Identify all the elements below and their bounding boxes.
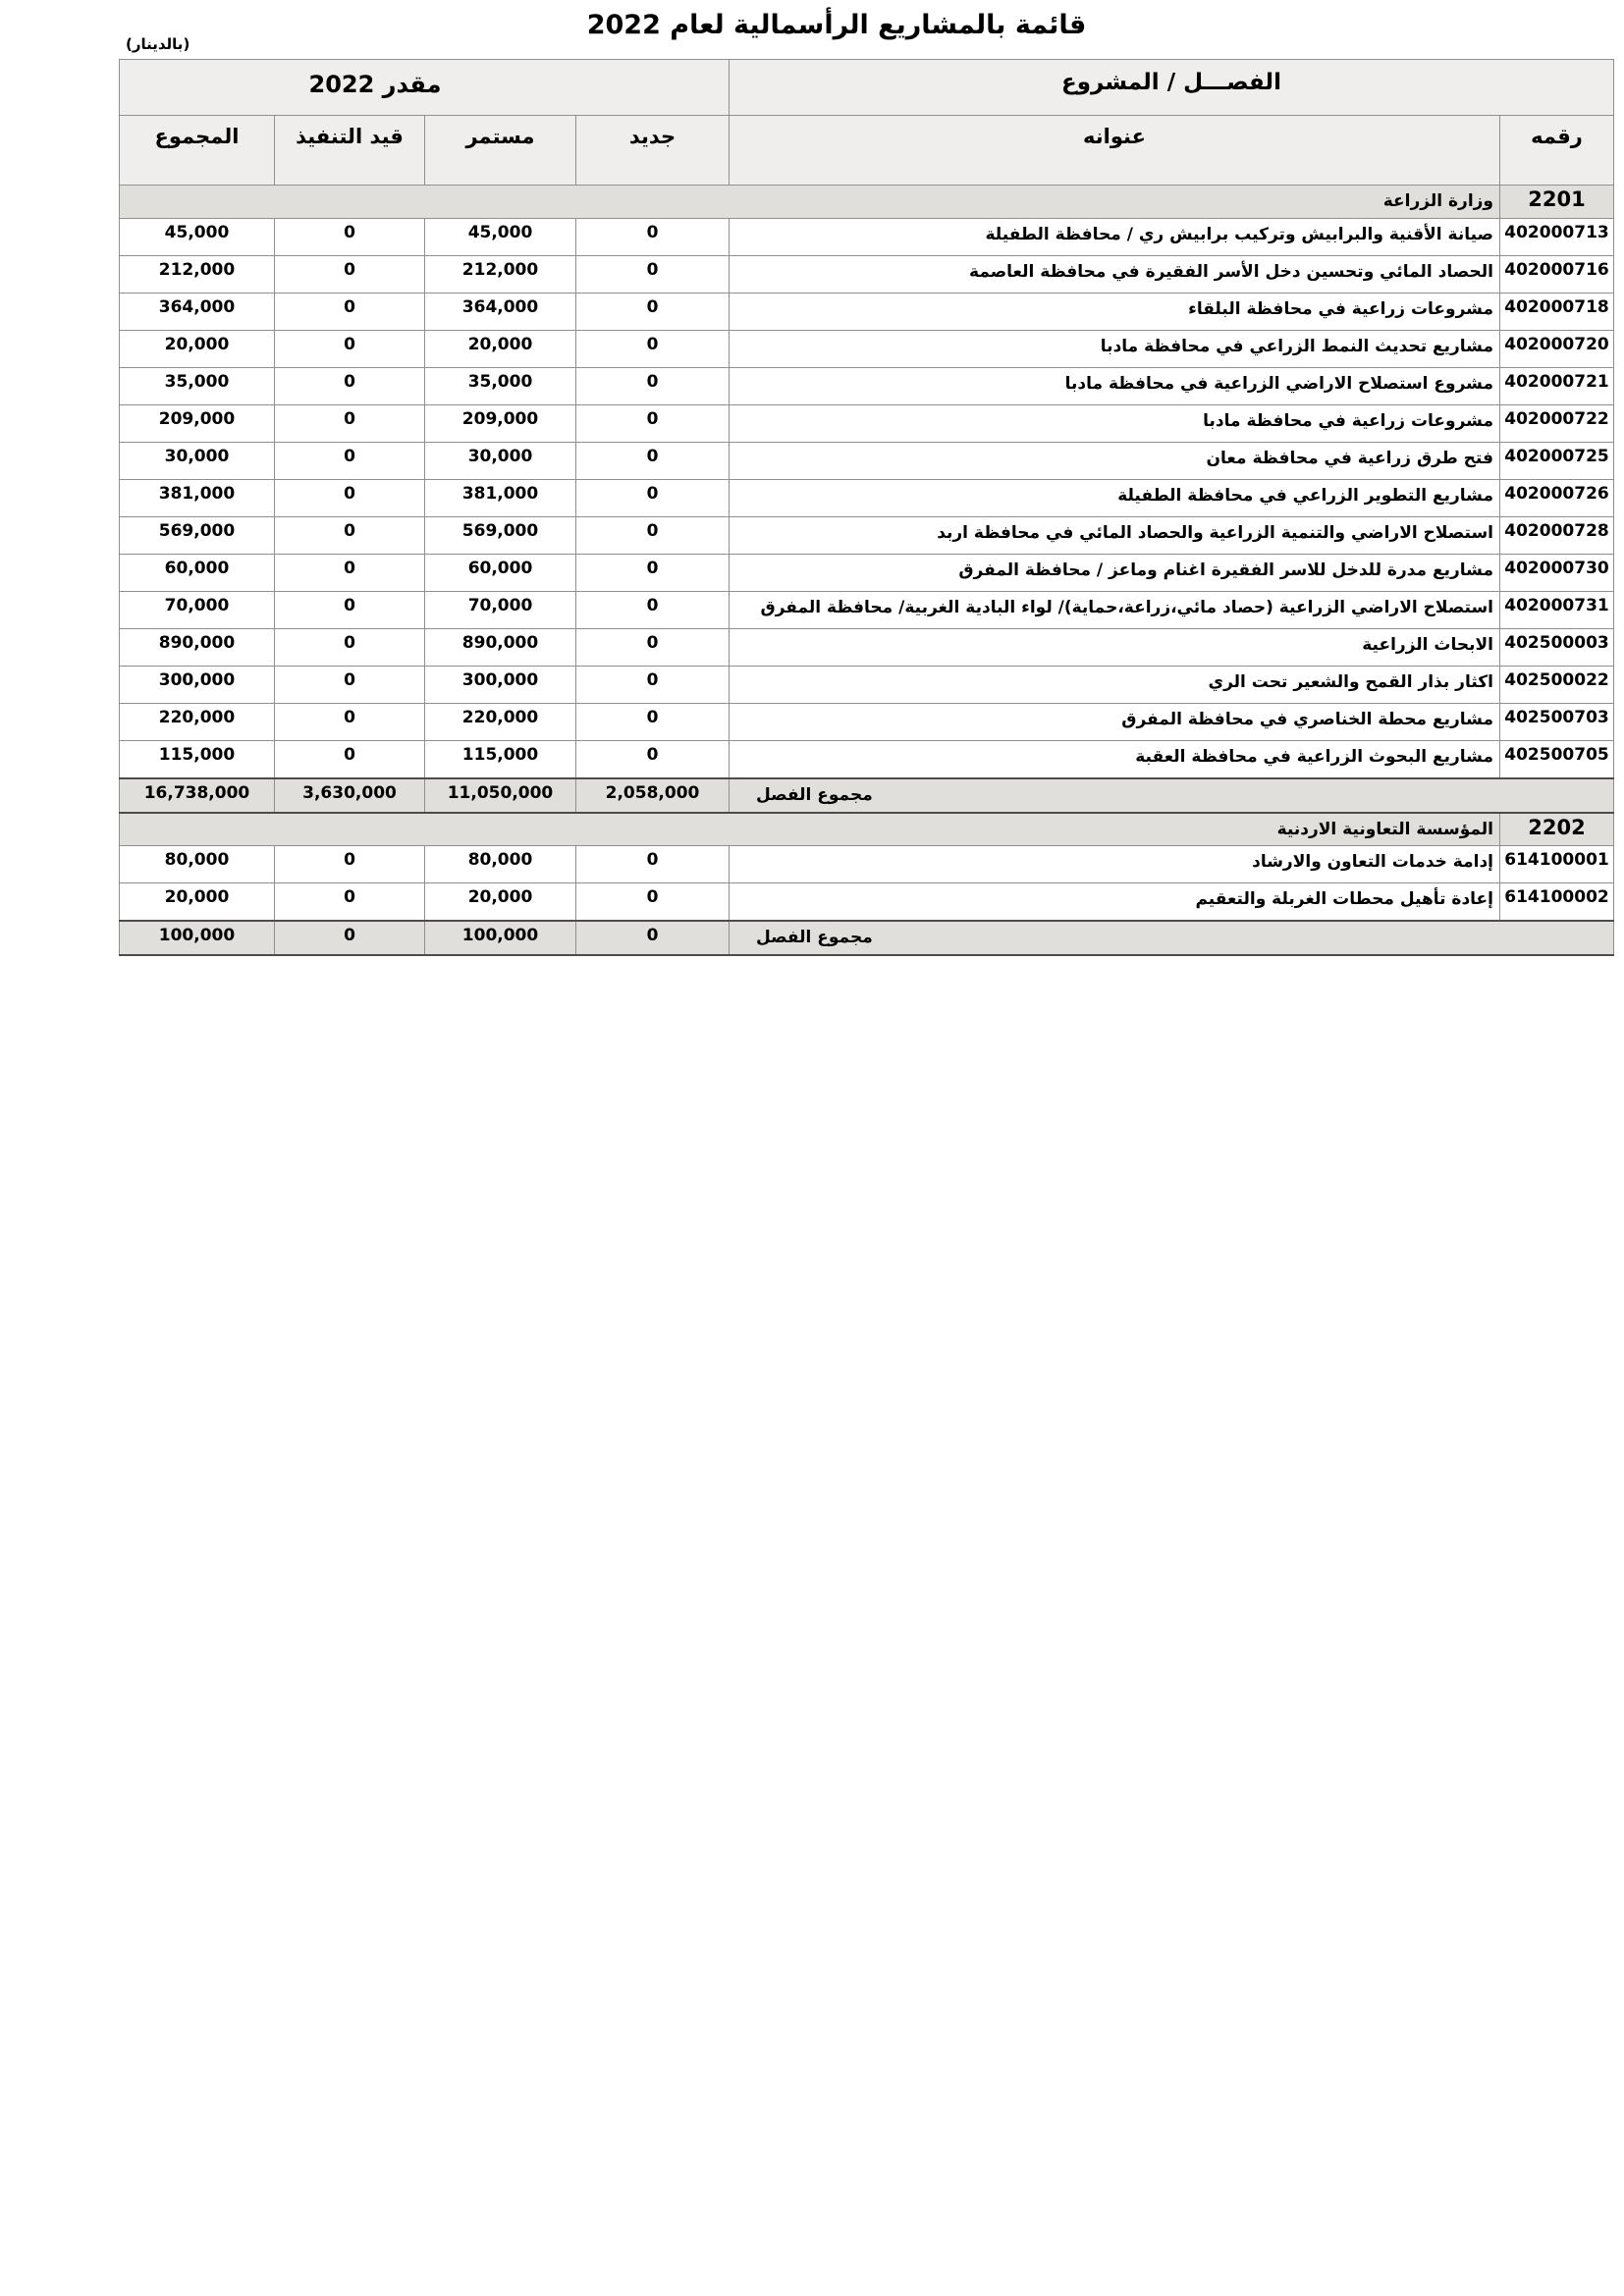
amount-total-cell: 45,000 bbox=[119, 219, 274, 256]
project-row bbox=[119, 846, 1613, 883]
amount-new-cell: 0 bbox=[576, 443, 730, 480]
project-row bbox=[119, 256, 1613, 294]
amount-continuing-cell: 30,000 bbox=[425, 443, 576, 480]
amount-total-cell: 30,000 bbox=[119, 443, 274, 480]
amount-inprogress-cell: 0 bbox=[275, 846, 425, 883]
project-row bbox=[119, 555, 1613, 592]
project-number-cell: 614100001 bbox=[1500, 846, 1614, 883]
total-inprogress-cell: 0 bbox=[275, 921, 425, 955]
amount-new-cell: 0 bbox=[576, 629, 730, 667]
amount-total-cell: 569,000 bbox=[119, 517, 274, 555]
total-new-cell: 0 bbox=[576, 921, 730, 955]
amount-new-cell: 0 bbox=[576, 704, 730, 741]
amount-new-cell: 0 bbox=[576, 294, 730, 331]
amount-continuing-cell: 364,000 bbox=[425, 294, 576, 331]
project-title-cell: استصلاح الاراضي والتنمية الزراعية والحصاد المائي في محافظة اربد bbox=[730, 517, 1500, 555]
project-number-cell: 402000721 bbox=[1500, 368, 1614, 405]
amount-inprogress-cell: 0 bbox=[275, 480, 425, 517]
amount-continuing-cell: 300,000 bbox=[425, 667, 576, 704]
project-number-cell: 402000716 bbox=[1500, 256, 1614, 294]
amount-new-cell: 0 bbox=[576, 368, 730, 405]
amount-new-cell: 0 bbox=[576, 480, 730, 517]
amount-inprogress-cell: 0 bbox=[275, 592, 425, 629]
project-number-cell: 614100002 bbox=[1500, 883, 1614, 921]
project-number-cell: 402500705 bbox=[1500, 741, 1614, 778]
amount-total-cell: 20,000 bbox=[119, 883, 274, 921]
project-row bbox=[119, 704, 1613, 741]
section-total-label: مجموع الفصل bbox=[730, 778, 1614, 813]
column-header-continuing: مستمر bbox=[425, 116, 576, 186]
amount-continuing-cell: 381,000 bbox=[425, 480, 576, 517]
project-title-cell: مشاريع التطوير الزراعي في محافظة الطفيلة bbox=[730, 480, 1500, 517]
column-header-number: رقمه bbox=[1500, 116, 1614, 186]
amount-new-cell: 0 bbox=[576, 256, 730, 294]
project-title-cell: الابحاث الزراعية bbox=[730, 629, 1500, 667]
project-number-cell: 402000726 bbox=[1500, 480, 1614, 517]
amount-total-cell: 35,000 bbox=[119, 368, 274, 405]
amount-continuing-cell: 115,000 bbox=[425, 741, 576, 778]
amount-inprogress-cell: 0 bbox=[275, 629, 425, 667]
amount-inprogress-cell: 0 bbox=[275, 883, 425, 921]
chapter-project-header: الفصـــل / المشروع bbox=[730, 60, 1614, 116]
amount-total-cell: 890,000 bbox=[119, 629, 274, 667]
section-code-cell: 2202 bbox=[1500, 813, 1614, 846]
project-row bbox=[119, 741, 1613, 778]
amount-total-cell: 60,000 bbox=[119, 555, 274, 592]
project-number-cell: 402500022 bbox=[1500, 667, 1614, 704]
table-body bbox=[119, 186, 1613, 955]
amount-total-cell: 212,000 bbox=[119, 256, 274, 294]
amount-inprogress-cell: 0 bbox=[275, 555, 425, 592]
total-total-cell: 100,000 bbox=[119, 921, 274, 955]
project-row bbox=[119, 443, 1613, 480]
amount-total-cell: 300,000 bbox=[119, 667, 274, 704]
amount-new-cell: 0 bbox=[576, 405, 730, 443]
amount-total-cell: 364,000 bbox=[119, 294, 274, 331]
amount-continuing-cell: 45,000 bbox=[425, 219, 576, 256]
amount-new-cell: 0 bbox=[576, 846, 730, 883]
amount-new-cell: 0 bbox=[576, 883, 730, 921]
project-number-cell: 402000713 bbox=[1500, 219, 1614, 256]
project-title-cell: صيانة الأقنية والبرابيش وتركيب برابيش ري / محافظة الطفيلة bbox=[730, 219, 1500, 256]
amount-new-cell: 0 bbox=[576, 555, 730, 592]
amount-continuing-cell: 70,000 bbox=[425, 592, 576, 629]
project-row bbox=[119, 331, 1613, 368]
project-number-cell: 402000728 bbox=[1500, 517, 1614, 555]
amount-continuing-cell: 60,000 bbox=[425, 555, 576, 592]
project-title-cell: مشاريع مدرة للدخل للاسر الفقيرة اغنام وماعز / محافظة المفرق bbox=[730, 555, 1500, 592]
amount-total-cell: 220,000 bbox=[119, 704, 274, 741]
section-row bbox=[119, 186, 1613, 219]
section-total-row bbox=[119, 778, 1613, 813]
project-title-cell: مشاريع محطة الخناصري في محافظة المفرق bbox=[730, 704, 1500, 741]
project-title-cell: مشاريع البحوث الزراعية في محافظة العقبة bbox=[730, 741, 1500, 778]
amount-new-cell: 0 bbox=[576, 331, 730, 368]
amount-inprogress-cell: 0 bbox=[275, 517, 425, 555]
project-title-cell: فتح طرق زراعية في محافظة معان bbox=[730, 443, 1500, 480]
project-number-cell: 402000730 bbox=[1500, 555, 1614, 592]
amount-continuing-cell: 209,000 bbox=[425, 405, 576, 443]
page-title: قائمة بالمشاريع الرأسمالية لعام 2022 bbox=[586, 10, 1087, 40]
column-header-total: المجموع bbox=[119, 116, 274, 186]
amount-continuing-cell: 20,000 bbox=[425, 331, 576, 368]
amount-new-cell: 0 bbox=[576, 741, 730, 778]
amount-inprogress-cell: 0 bbox=[275, 443, 425, 480]
project-title-cell: اكثار بذار القمح والشعير تحت الري bbox=[730, 667, 1500, 704]
amount-total-cell: 381,000 bbox=[119, 480, 274, 517]
header-row-groups bbox=[119, 60, 1613, 116]
total-continuing-cell: 11,050,000 bbox=[425, 778, 576, 813]
project-title-cell: مشروع استصلاح الاراضي الزراعية في محافظة مادبا bbox=[730, 368, 1500, 405]
project-title-cell: مشروعات زراعية في محافظة مادبا bbox=[730, 405, 1500, 443]
amount-new-cell: 0 bbox=[576, 517, 730, 555]
total-inprogress-cell: 3,630,000 bbox=[275, 778, 425, 813]
section-total-row bbox=[119, 921, 1613, 955]
project-title-cell: استصلاح الاراضي الزراعية (حصاد مائي،زراعة،حماية)/ لواء البادية الغربية/ محافظة المفرق bbox=[730, 592, 1500, 629]
amount-total-cell: 20,000 bbox=[119, 331, 274, 368]
amount-inprogress-cell: 0 bbox=[275, 294, 425, 331]
project-row bbox=[119, 368, 1613, 405]
project-row bbox=[119, 294, 1613, 331]
amount-new-cell: 0 bbox=[576, 592, 730, 629]
amount-total-cell: 209,000 bbox=[119, 405, 274, 443]
amount-continuing-cell: 890,000 bbox=[425, 629, 576, 667]
project-row bbox=[119, 219, 1613, 256]
currency-note: (بالدينار) bbox=[126, 35, 190, 53]
project-title-cell: مشاريع تحديث النمط الزراعي في محافظة مادبا bbox=[730, 331, 1500, 368]
project-number-cell: 402000720 bbox=[1500, 331, 1614, 368]
project-row bbox=[119, 592, 1613, 629]
amount-inprogress-cell: 0 bbox=[275, 368, 425, 405]
amount-inprogress-cell: 0 bbox=[275, 405, 425, 443]
amount-inprogress-cell: 0 bbox=[275, 667, 425, 704]
amount-total-cell: 115,000 bbox=[119, 741, 274, 778]
project-title-cell: إدامة خدمات التعاون والارشاد bbox=[730, 846, 1500, 883]
project-number-cell: 402000731 bbox=[1500, 592, 1614, 629]
project-row bbox=[119, 629, 1613, 667]
amount-continuing-cell: 20,000 bbox=[425, 883, 576, 921]
amount-inprogress-cell: 0 bbox=[275, 219, 425, 256]
project-number-cell: 402000718 bbox=[1500, 294, 1614, 331]
project-row bbox=[119, 405, 1613, 443]
amount-total-cell: 70,000 bbox=[119, 592, 274, 629]
amount-new-cell: 0 bbox=[576, 219, 730, 256]
amount-continuing-cell: 35,000 bbox=[425, 368, 576, 405]
amount-total-cell: 80,000 bbox=[119, 846, 274, 883]
amount-continuing-cell: 80,000 bbox=[425, 846, 576, 883]
section-total-label: مجموع الفصل bbox=[730, 921, 1614, 955]
total-new-cell: 2,058,000 bbox=[576, 778, 730, 813]
header-row-columns bbox=[119, 116, 1613, 186]
project-row bbox=[119, 517, 1613, 555]
estimated-2022-header: مقدر 2022 bbox=[119, 60, 729, 116]
total-total-cell: 16,738,000 bbox=[119, 778, 274, 813]
project-number-cell: 402500003 bbox=[1500, 629, 1614, 667]
project-row bbox=[119, 480, 1613, 517]
column-header-title: عنوانه bbox=[730, 116, 1500, 186]
project-row bbox=[119, 667, 1613, 704]
total-continuing-cell: 100,000 bbox=[425, 921, 576, 955]
amount-inprogress-cell: 0 bbox=[275, 331, 425, 368]
amount-inprogress-cell: 0 bbox=[275, 704, 425, 741]
section-name-cell: المؤسسة التعاونية الاردنية bbox=[119, 813, 1499, 846]
section-code-cell: 2201 bbox=[1500, 186, 1614, 219]
project-number-cell: 402000722 bbox=[1500, 405, 1614, 443]
section-row bbox=[119, 813, 1613, 846]
project-title-cell: مشروعات زراعية في محافظة البلقاء bbox=[730, 294, 1500, 331]
project-title-cell: إعادة تأهيل محطات الغربلة والتعقيم bbox=[730, 883, 1500, 921]
amount-continuing-cell: 220,000 bbox=[425, 704, 576, 741]
section-name-cell: وزارة الزراعة bbox=[119, 186, 1499, 219]
projects-table bbox=[119, 59, 1614, 956]
amount-continuing-cell: 569,000 bbox=[425, 517, 576, 555]
column-header-new: جديد bbox=[576, 116, 730, 186]
table-header bbox=[119, 60, 1613, 186]
column-header-inprogress: قيد التنفيذ bbox=[275, 116, 425, 186]
project-number-cell: 402500703 bbox=[1500, 704, 1614, 741]
amount-inprogress-cell: 0 bbox=[275, 256, 425, 294]
project-row bbox=[119, 883, 1613, 921]
amount-new-cell: 0 bbox=[576, 667, 730, 704]
project-number-cell: 402000725 bbox=[1500, 443, 1614, 480]
amount-continuing-cell: 212,000 bbox=[425, 256, 576, 294]
project-title-cell: الحصاد المائي وتحسين دخل الأسر الفقيرة في محافظة العاصمة bbox=[730, 256, 1500, 294]
amount-inprogress-cell: 0 bbox=[275, 741, 425, 778]
